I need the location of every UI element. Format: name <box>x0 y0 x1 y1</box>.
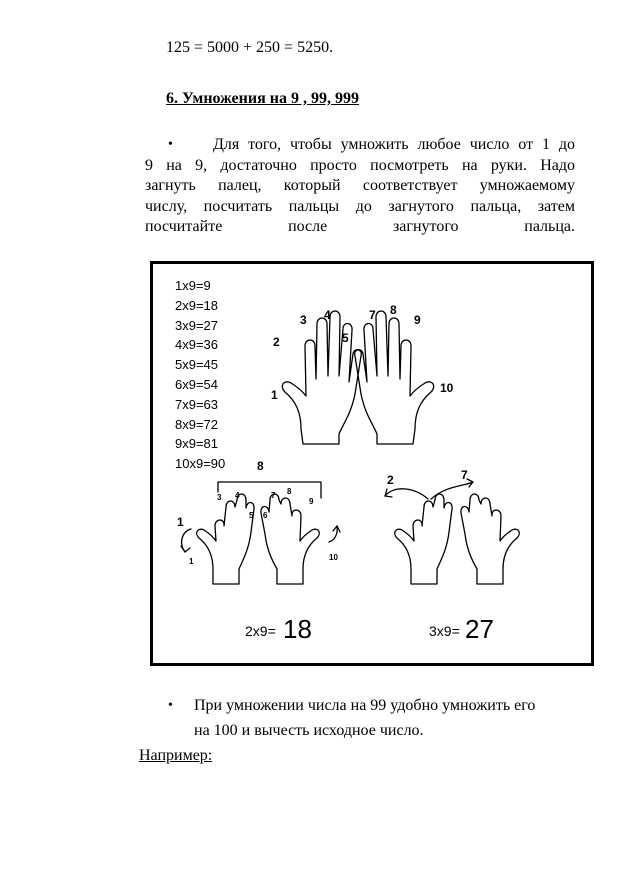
equation-5: 5x9=45 <box>175 357 219 372</box>
bottom-left-finger-1: 1 <box>189 557 194 566</box>
equation-10: 10x9=90 <box>175 456 226 471</box>
top-right-hand-icon <box>355 311 434 444</box>
top-finger-label-7: 7 <box>369 308 376 322</box>
paragraph-2-line-1: При умножении числа на 99 удобно умножить его <box>194 697 536 714</box>
bottom-left-finger-3: 3 <box>217 493 222 502</box>
caption-3x9-result: 27 <box>465 614 494 644</box>
top-finger-label-9: 9 <box>414 313 421 327</box>
top-finger-label-10: 10 <box>440 381 454 395</box>
bottom-left-hands-icon <box>181 482 340 584</box>
bottom-left-finger-8: 8 <box>287 487 292 496</box>
paragraph-2-line-2: на 100 и вычесть исходное число. <box>194 722 424 739</box>
bottom-left-side-label: 1 <box>177 515 184 529</box>
top-finger-label-3: 3 <box>300 313 307 327</box>
paragraph-1 <box>145 135 575 238</box>
top-finger-label-4: 4 <box>324 308 331 322</box>
hands-illustration <box>153 264 591 663</box>
equation-2: 2x9=18 <box>175 298 219 313</box>
bottom-right-right-label: 7 <box>461 468 468 482</box>
top-finger-label-1: 1 <box>271 388 278 402</box>
bottom-left-finger-5: 5 <box>249 511 254 520</box>
bottom-left-finger-6: 6 <box>263 511 268 520</box>
paragraph-1-line-1: Для того, чтобы умножить любое число от 1 до <box>213 136 575 153</box>
paragraph-1-line-3: загнуть палец, который соответствует умножаемому <box>145 177 575 194</box>
paragraph-1-line-4: числу, посчитать пальцы до загнутого пальца, затем <box>145 197 575 215</box>
top-finger-label-2: 2 <box>273 335 280 349</box>
equation-1: 1x9=9 <box>175 278 211 293</box>
equation-7: 7x9=63 <box>175 397 219 412</box>
bullet-1: • <box>168 137 173 152</box>
bottom-left-finger-9: 9 <box>309 497 314 506</box>
paragraph-1-line-2: 9 на 9, достаточно просто посмотреть на руки. Надо <box>145 156 575 174</box>
top-left-hand-icon <box>282 311 361 444</box>
equation-4: 4x9=36 <box>175 337 219 352</box>
finger-multiplication-figure <box>150 261 594 666</box>
bottom-left-finger-4: 4 <box>235 491 240 500</box>
paragraph-1-line-5: посчитайте после загнутого пальца. <box>145 218 575 235</box>
section-heading: 6. Умножения на 9 , 99, 999 <box>166 90 359 107</box>
caption-2x9-result: 18 <box>283 614 312 644</box>
equation-3: 3x9=27 <box>175 318 219 333</box>
bullet-2: • <box>168 698 173 713</box>
bottom-left-finger-10: 10 <box>329 553 338 562</box>
example-label: Например: <box>139 747 213 764</box>
top-finger-label-8: 8 <box>390 303 397 317</box>
equation-6: 6x9=54 <box>175 377 219 392</box>
bottom-left-top-label: 8 <box>257 459 264 473</box>
equation-9: 9x9=81 <box>175 436 219 451</box>
caption-3x9-prefix: 3x9= <box>429 623 460 639</box>
top-equation-line: 125 = 5000 + 250 = 5250. <box>166 39 334 56</box>
top-finger-label-5: 5 <box>342 331 349 345</box>
caption-2x9-prefix: 2x9= <box>245 623 276 639</box>
equation-8: 8x9=72 <box>175 417 219 432</box>
bottom-right-left-label: 2 <box>387 473 394 487</box>
bottom-left-finger-7: 7 <box>271 491 276 500</box>
bottom-right-hands-icon <box>385 479 519 584</box>
